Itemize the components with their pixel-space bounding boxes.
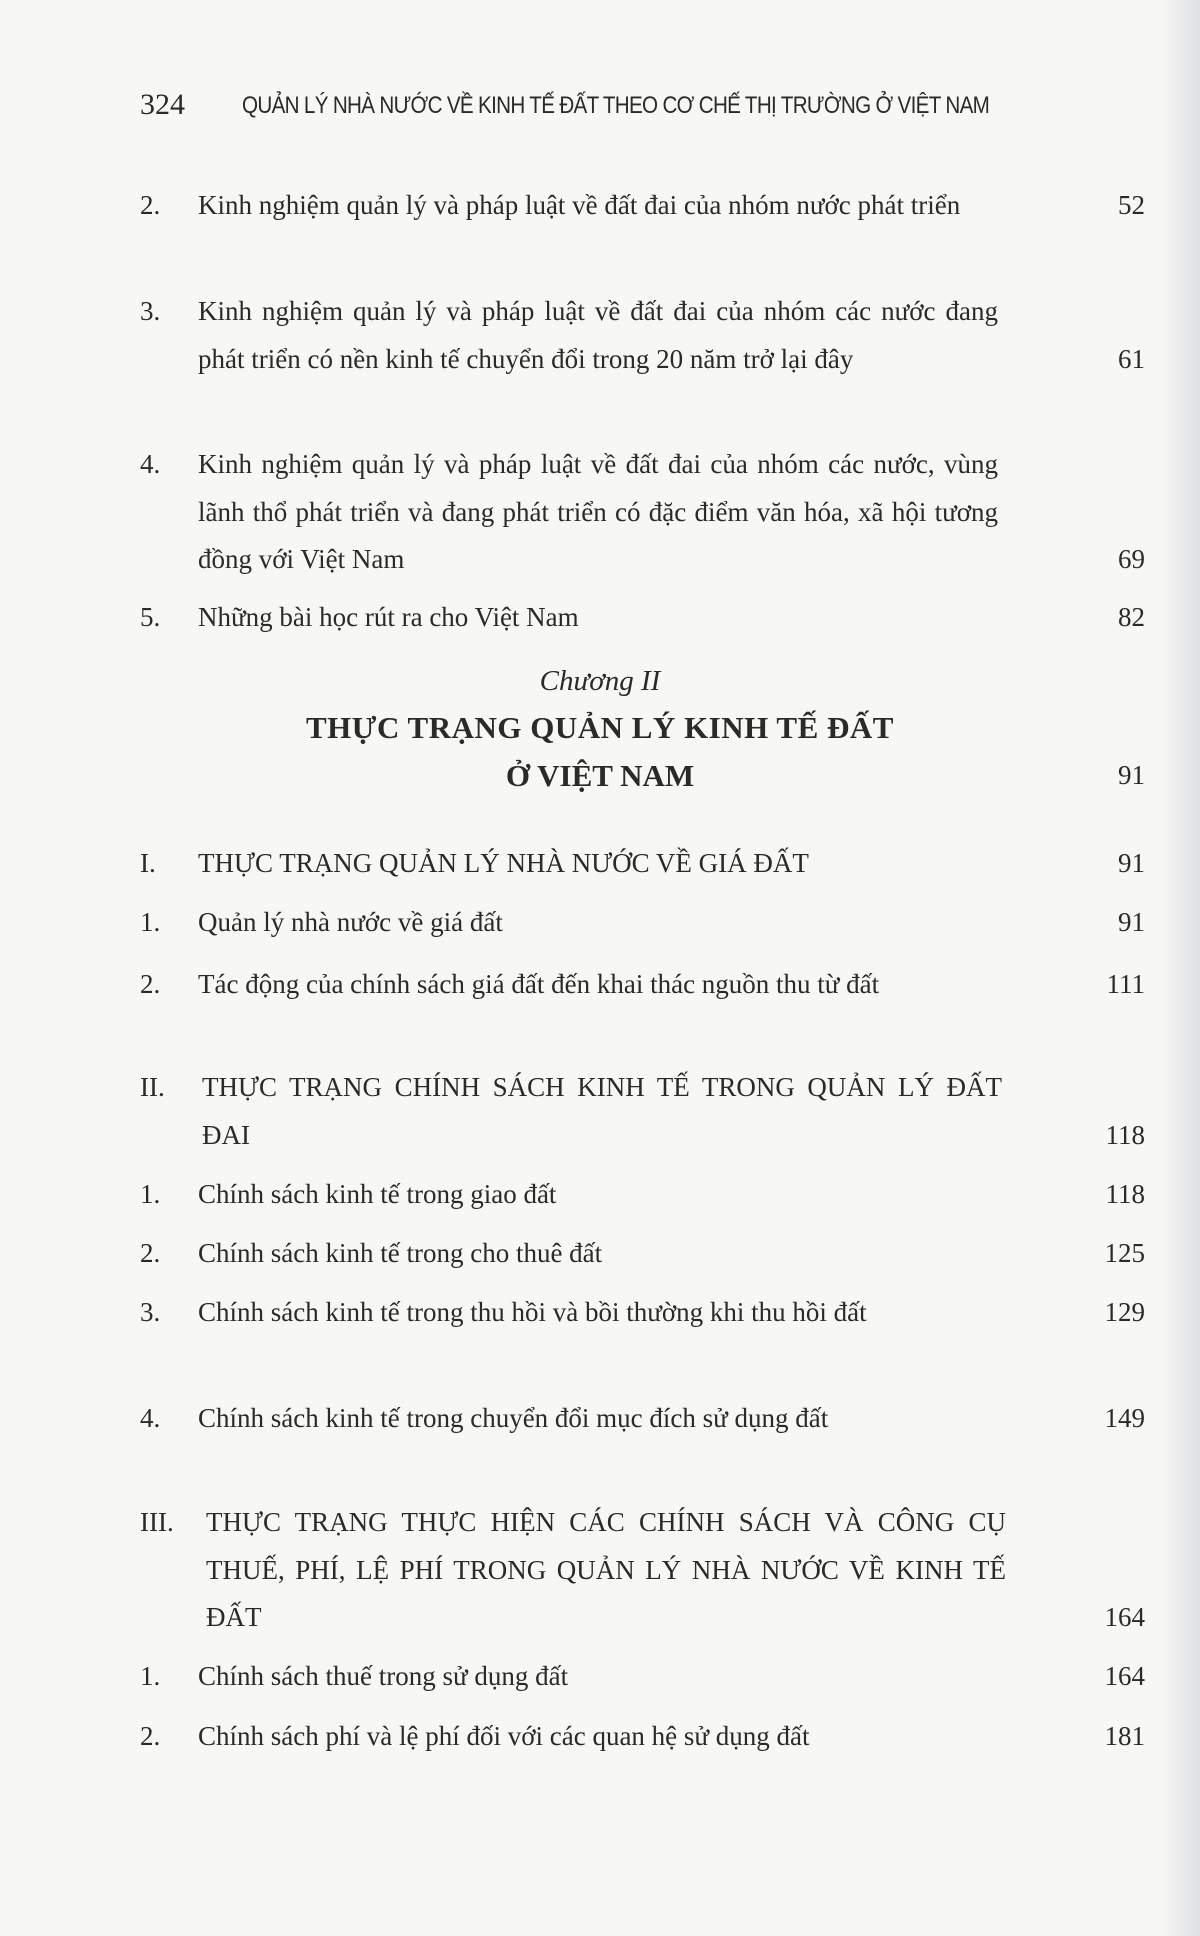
chapter-title-line2: Ở VIỆT NAM — [505, 758, 695, 793]
toc-entry-title: Chính sách thuế trong sử dụng đất — [198, 1661, 569, 1691]
toc-entry-number: 2. — [140, 1721, 161, 1751]
toc-entry — [140, 1171, 1145, 1219]
toc-entry — [140, 441, 1145, 584]
toc-entry — [140, 899, 1145, 947]
toc-entry-page: 111 — [1106, 969, 1145, 999]
toc-entry-page: 82 — [1118, 602, 1145, 632]
chapter-title-line1: THỰC TRẠNG QUẢN LÝ KINH TẾ ĐẤT — [305, 710, 894, 745]
toc-entry-page: 181 — [1104, 1721, 1145, 1751]
toc-entry-title: Kinh nghiệm quản lý và pháp luật về đất đai của nhóm nước phát triển — [198, 190, 961, 220]
toc-entry-title: Chính sách kinh tế trong thu hồi và bồi thường khi thu hồi đất — [198, 1297, 867, 1327]
toc-entry-title: Tác động của chính sách giá đất đến khai thác nguồn thu từ đất — [198, 969, 880, 999]
toc-entry-number: I. — [140, 848, 156, 878]
toc-entry-number: 2. — [140, 190, 161, 220]
toc-entry-title: THỰC TRẠNG QUẢN LÝ NHÀ NƯỚC VỀ GIÁ ĐẤT — [198, 848, 809, 878]
toc-entry-title: Kinh nghiệm quản lý và pháp luật về đất đai của nhóm các nước, vùng lãnh thổ phát triển và đang phát triển có đặc điểm văn hóa, xã hội tương đồng với Việt Nam — [198, 449, 998, 574]
toc-entry-page: 129 — [1104, 1297, 1145, 1327]
chapter-label: Chương II — [539, 665, 661, 697]
toc-entry-title: THỰC TRẠNG THỰC HIỆN CÁC CHÍNH SÁCH VÀ CÔNG CỤ THUẾ, PHÍ, LỆ PHÍ TRONG QUẢN LÝ NHÀ NƯỚC VỀ KINH TẾ ĐẤT — [206, 1507, 1006, 1632]
toc-entry-page: 61 — [1118, 343, 1145, 374]
toc-entry-title: Chính sách kinh tế trong chuyển đổi mục đích sử dụng đất — [198, 1403, 829, 1433]
toc-entry-title: Kinh nghiệm quản lý và pháp luật về đất đai của nhóm các nước đang phát triển có nền kinh tế chuyển đổi trong 20 năm trở lại đây — [198, 296, 998, 374]
toc-entry-page: 91 — [1118, 848, 1145, 878]
toc-entry-page: 118 — [1105, 1179, 1145, 1209]
toc-entry-number: II. — [140, 1072, 165, 1102]
toc-entry-page: 149 — [1104, 1403, 1145, 1433]
toc-entry-title: Chính sách kinh tế trong cho thuê đất — [198, 1238, 603, 1268]
toc-entry-page: 52 — [1118, 190, 1145, 220]
toc-entry-number: 4. — [140, 1403, 161, 1433]
toc-entry-number: 1. — [140, 907, 161, 937]
toc-entry — [140, 1230, 1145, 1278]
toc-entry-number: 2. — [140, 1238, 161, 1268]
toc-entry — [140, 1499, 1145, 1642]
toc-entry — [140, 840, 1145, 888]
toc-entry-page: 69 — [1118, 544, 1145, 574]
running-title: QUẢN LÝ NHÀ NƯỚC VỀ KINH TẾ ĐẤT THEO CƠ CHẾ THỊ TRƯỜNG Ở VIỆT NAM — [242, 92, 990, 119]
toc-entry-number: III. — [140, 1507, 174, 1537]
toc-entry-title: Những bài học rút ra cho Việt Nam — [198, 602, 579, 632]
toc-entry-page: 125 — [1104, 1238, 1145, 1268]
toc-entry — [140, 1653, 1145, 1701]
toc-entry-page: 164 — [1104, 1602, 1145, 1632]
toc-entry-number: 2. — [140, 969, 161, 999]
toc-entry-page: 164 — [1104, 1661, 1145, 1691]
page-number: 324 — [140, 88, 185, 121]
toc-entry — [140, 1713, 1145, 1761]
toc-entry-page: 91 — [1118, 907, 1145, 937]
toc-entry — [140, 288, 1145, 383]
toc-entry — [140, 594, 1145, 642]
page-edge-shadow — [1160, 0, 1200, 1936]
toc-entry-title: THỰC TRẠNG CHÍNH SÁCH KINH TẾ TRONG QUẢN LÝ ĐẤT ĐAI — [202, 1072, 1002, 1150]
toc-entry-number: 3. — [140, 296, 161, 326]
toc-entry — [140, 1395, 1145, 1443]
toc-entry-number: 4. — [140, 449, 161, 479]
toc-entry-number: 1. — [140, 1179, 161, 1209]
toc-entry — [140, 1289, 1145, 1337]
toc-entry-number: 5. — [140, 602, 161, 632]
toc-entry-title: Chính sách phí và lệ phí đối với các quan hệ sử dụng đất — [198, 1721, 810, 1751]
toc-entry-page: 118 — [1105, 1119, 1145, 1150]
toc-entry-number: 3. — [140, 1297, 161, 1327]
toc-entry — [140, 182, 1145, 230]
chapter-page-number: 91 — [1118, 760, 1145, 790]
toc-entry — [140, 961, 1145, 1009]
toc-entry-title: Chính sách kinh tế trong giao đất — [198, 1179, 557, 1209]
toc-entry-title: Quản lý nhà nước về giá đất — [198, 907, 503, 937]
toc-entry-number: 1. — [140, 1661, 161, 1691]
toc-entry — [140, 1064, 1145, 1159]
